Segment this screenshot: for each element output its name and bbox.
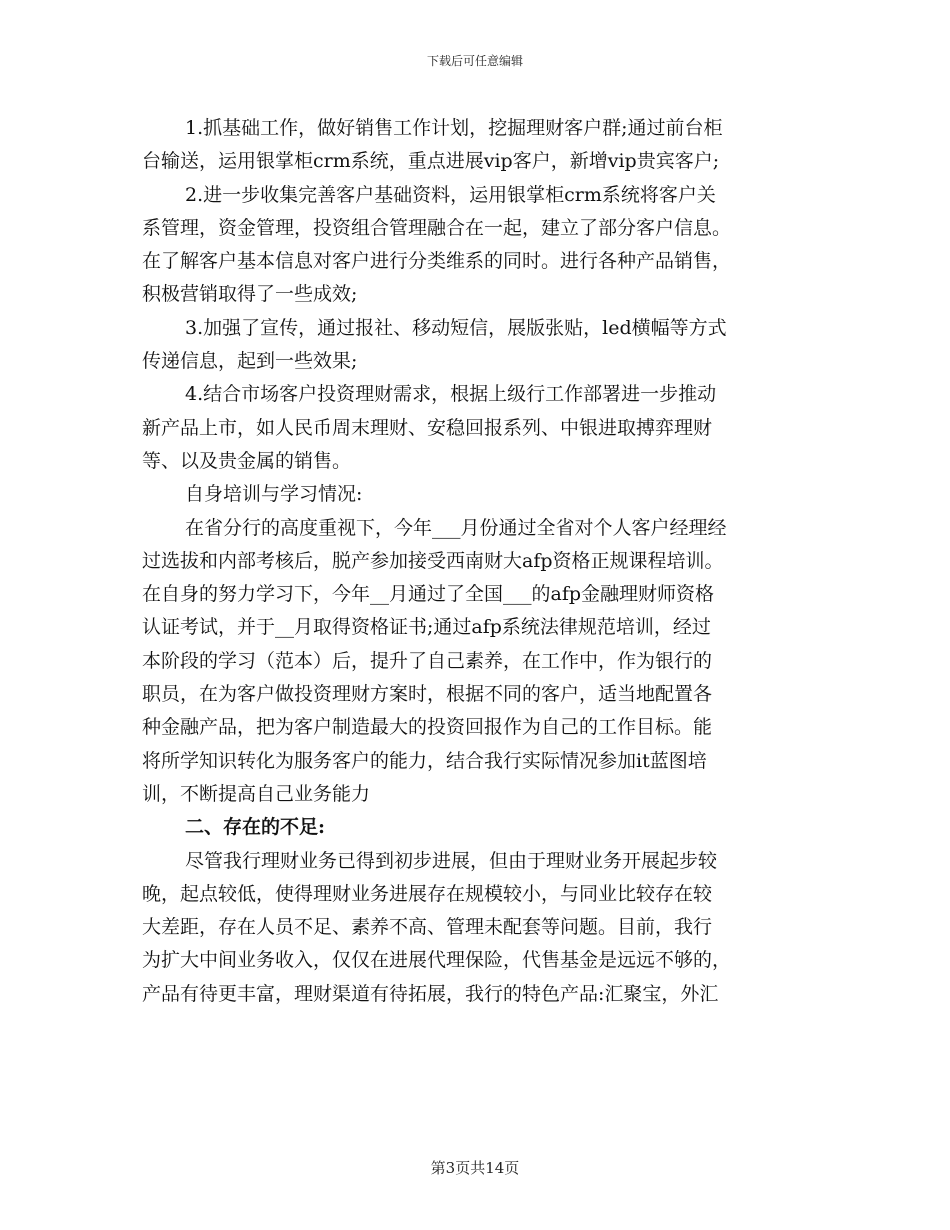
- text-line: 新产品上市，如人民币周末理财、安稳回报系列、中银进取搏弈理财: [142, 416, 713, 439]
- text-line: 为扩大中间业务收入，仅仅在进展代理保险，代售基金是远远不够的，: [142, 949, 732, 972]
- text-line: 3.加强了宣传，通过报社、移动短信，展版张贴，led横幅等方式: [185, 316, 727, 339]
- text-line: 系管理，资金管理，投资组合管理融合在一起，建立了部分客户信息。: [142, 216, 732, 239]
- text-line: 传递信息，起到一些效果;: [142, 350, 358, 373]
- text-line: 职员，在为客户做投资理财方案时，根据不同的客户，适当地配置各: [142, 683, 713, 706]
- page-footer: 第3页共14页: [430, 1159, 520, 1177]
- text-line: 自身培训与学习情况:: [185, 483, 363, 506]
- text-line: 种金融产品，把为客户制造最大的投资回报作为自己的工作目标。能: [142, 716, 713, 739]
- text-line: 4.结合市场客户投资理财需求，根据上级行工作部署进一步推动: [185, 383, 717, 406]
- text-line: 认证考试，并于__月取得资格证书;通过afp系统法律规范培训，经过: [142, 616, 711, 639]
- text-line: 2.进一步收集完善客户基础资料，运用银掌柜crm系统将客户关: [185, 183, 716, 206]
- text-line: 等、以及贵金属的销售。: [142, 449, 352, 472]
- text-line: 1.抓基础工作，做好销售工作计划，挖掘理财客户群;通过前台柜: [185, 117, 723, 139]
- text-line: 在了解客户基本信息对客户进行分类维系的同时。进行各种产品销售，: [142, 250, 732, 273]
- text-line: 积极营销取得了一些成效;: [142, 283, 358, 306]
- document-body: [142, 112, 812, 1011]
- text-line: 过选拔和内部考核后，脱产参加接受西南财大afp资格正规课程培训。: [142, 549, 724, 572]
- text-line: 在省分行的高度重视下，今年___月份通过全省对个人客户经理经: [185, 516, 727, 539]
- text-line: 大差距，存在人员不足、素养不高、管理未配套等问题。目前，我行: [142, 916, 713, 939]
- page-header: 下载后可任意编辑: [426, 54, 523, 68]
- text-line: 训，不断提高自己业务能力: [142, 782, 371, 805]
- text-line: 在自身的努力学习下，今年__月通过了全国___的afp金融理财师资格: [142, 583, 715, 606]
- section-heading: 二、存在的不足:: [185, 816, 326, 839]
- text-line: 产品有待更丰富，理财渠道有待拓展，我行的特色产品:汇聚宝，外汇: [142, 982, 719, 1005]
- text-line: 晚，起点较低，使得理财业务进展存在规模较小，与同业比较存在较: [142, 882, 713, 905]
- text-line: 尽管我行理财业务已得到初步进展，但由于理财业务开展起步较: [185, 849, 718, 872]
- text-line: 将所学知识转化为服务客户的能力，结合我行实际情况参加it蓝图培: [142, 749, 707, 772]
- text-line: 台输送，运用银掌柜crm系统，重点进展vip客户，新增vip贵宾客户;: [142, 150, 720, 173]
- text-line: 本阶段的学习（范本）后，提升了自己素养，在工作中，作为银行的: [142, 649, 713, 672]
